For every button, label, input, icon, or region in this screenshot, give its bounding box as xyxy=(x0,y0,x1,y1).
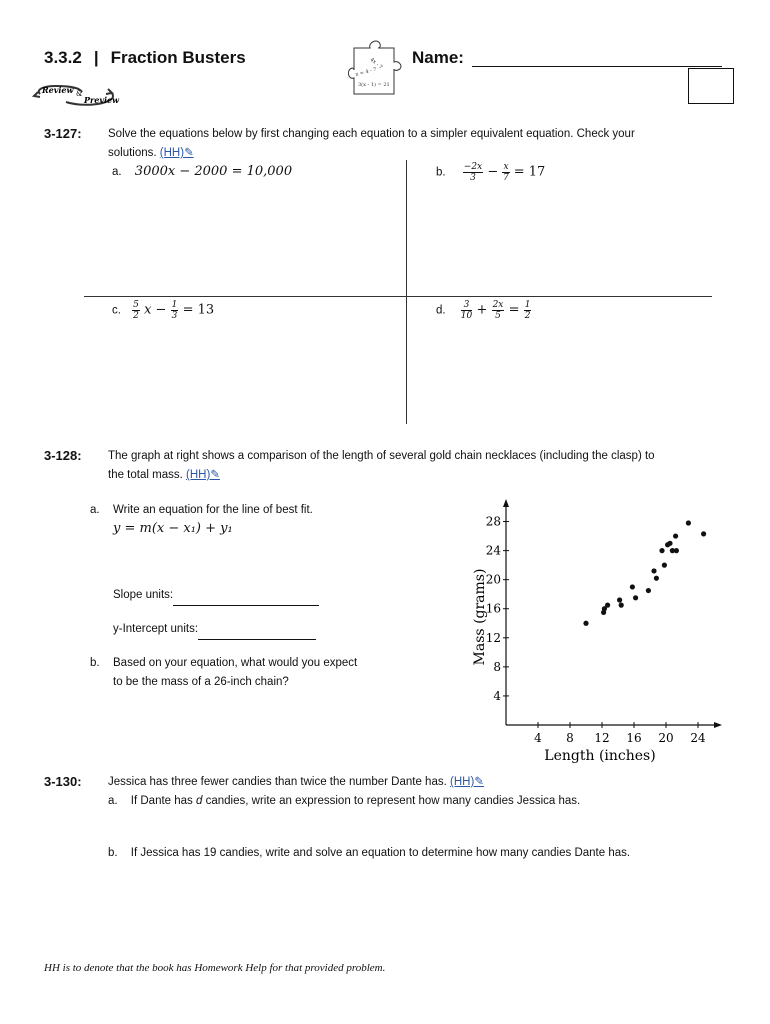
slope-units-label: Slope units: xyxy=(113,589,174,601)
equation-b-op: − xyxy=(487,164,499,180)
name-field[interactable] xyxy=(472,66,722,67)
equation-c-var: x − xyxy=(144,302,167,318)
review-text: Review xyxy=(42,85,74,95)
part-130b-label: b. xyxy=(108,847,118,859)
part-128b-label: b. xyxy=(90,657,100,669)
puzzle-text-2: x = 4 - 7 xyxy=(354,66,378,78)
y-tick-label: 20 xyxy=(485,572,501,587)
equation-c-label: c. xyxy=(112,304,121,317)
equation-c-f1-denominator: 2 xyxy=(133,311,139,321)
equation-d-f1-denominator: 10 xyxy=(460,311,473,321)
hh-link-3-127[interactable]: (HH)✎ xyxy=(159,147,194,159)
hh-link-3-130[interactable]: (HH)✎ xyxy=(450,776,484,788)
equation-b-fraction-2 xyxy=(502,162,509,183)
y-axis-label: Mass (grams) xyxy=(472,568,488,666)
equation-d-f2-denominator: 5 xyxy=(495,311,501,321)
yint-units-label: y-Intercept units: xyxy=(113,623,199,635)
data-point xyxy=(630,584,635,589)
equation-c-rhs: = 13 xyxy=(182,302,215,318)
y-axis-arrow-icon xyxy=(503,499,509,507)
yint-units-blank[interactable] xyxy=(198,620,316,640)
slope-units-blank[interactable] xyxy=(173,586,319,606)
problem-3-130-stem: Jessica has three fewer candies than twice the number Dante has. xyxy=(108,776,447,788)
equation-b-f1-denominator: 3 xyxy=(470,173,476,183)
problem-3-128-text xyxy=(108,447,728,485)
problem-3-128-line2 xyxy=(108,466,728,485)
equation-d-label: d. xyxy=(436,304,446,317)
part-130a-text-post: candies, write an expression to represent how many candies Jessica has. xyxy=(205,795,581,807)
equation-d-fraction-1 xyxy=(461,300,472,321)
data-point xyxy=(662,563,667,568)
yint-units-row xyxy=(113,620,316,640)
equation-d-f2-numerator: 2x xyxy=(492,300,504,310)
data-point xyxy=(701,531,706,536)
y-tick-label: 12 xyxy=(485,630,501,645)
part-130a-text-pre: If Dante has xyxy=(130,795,193,807)
equation-c-f2-numerator: 1 xyxy=(171,300,178,310)
section-number: 3.3.2 xyxy=(44,48,82,67)
problem-3-127-number: 3-127: xyxy=(44,126,82,141)
data-point xyxy=(686,520,691,525)
problem-3-130-text xyxy=(108,773,484,792)
lesson-title: Fraction Busters xyxy=(110,48,246,67)
equation-d-fraction-2 xyxy=(492,300,505,321)
scatter-chart xyxy=(460,495,730,770)
part-128a-label: a. xyxy=(90,504,100,516)
data-point xyxy=(583,621,588,626)
data-point xyxy=(674,548,679,553)
y-tick-label: 4 xyxy=(493,688,501,703)
data-points xyxy=(583,520,706,625)
puzzle-text-3: 4x - 7 xyxy=(368,56,384,71)
equation-b-f2-numerator: x xyxy=(503,162,509,172)
hh-link-3-128[interactable]: (HH)✎ xyxy=(186,469,220,481)
part-128b-line2: to be the mass of a 26-inch chain? xyxy=(113,676,289,688)
chart-axes xyxy=(503,499,722,728)
y-tick-label: 28 xyxy=(485,514,501,529)
data-point xyxy=(667,541,672,546)
equation-b-f2-denominator: 7 xyxy=(503,173,509,183)
data-point xyxy=(633,595,638,600)
equation-d-fraction-3 xyxy=(524,300,532,321)
y-tick-label: 24 xyxy=(485,543,501,558)
equation-b-f1-numerator: −2x xyxy=(463,162,483,172)
part-130a-label: a. xyxy=(108,795,118,807)
data-point xyxy=(646,588,651,593)
equation-b-label: b. xyxy=(436,166,446,179)
data-point xyxy=(617,597,622,602)
equation-c xyxy=(112,300,214,321)
part-130a xyxy=(108,792,580,811)
part-128b-text xyxy=(113,654,357,692)
part-130b-text: If Jessica has 19 candies, write and solve an equation to determine how many candies Dante has. xyxy=(130,847,631,859)
y-tick-label: 8 xyxy=(493,659,501,674)
title-separator: | xyxy=(93,48,99,67)
equation-b-fraction-1 xyxy=(463,162,483,183)
score-box[interactable] xyxy=(688,68,734,104)
equation-b xyxy=(436,162,545,183)
equation-d-op: + xyxy=(476,302,488,318)
data-point xyxy=(619,603,624,608)
problem-3-128-number: 3-128: xyxy=(44,448,82,463)
preview-text: Preview xyxy=(84,95,119,105)
equation-d-f1-numerator: 3 xyxy=(461,300,472,311)
puzzle-piece-icon xyxy=(348,38,410,100)
problem-3-127-line1: Solve the equations below by first changing each equation to a simpler equivalent equation. Check your xyxy=(108,128,635,140)
problem-3-127-line2 xyxy=(108,144,728,163)
x-tick-label: 4 xyxy=(534,731,542,745)
work-grid-horizontal-line xyxy=(84,296,712,297)
footer-note: HH is to denote that the book has Homework Help for that provided problem. xyxy=(44,962,386,974)
problem-3-127-line2-text: solutions. xyxy=(108,147,157,159)
problem-3-128-line2-text: the total mass. xyxy=(108,469,183,481)
point-slope-equation: y = m(x − x₁) + y₁ xyxy=(113,521,233,536)
equation-c-f2-denominator: 3 xyxy=(171,311,178,321)
x-axis-label: Length (inches) xyxy=(544,748,656,764)
x-tick-label: 16 xyxy=(626,731,642,745)
work-grid-vertical-line xyxy=(406,160,407,424)
equation-c-fraction-1 xyxy=(132,300,140,321)
x-tick-label: 12 xyxy=(594,731,610,745)
equation-b-rhs: = 17 xyxy=(513,164,546,180)
review-preview-logo xyxy=(30,80,120,110)
problem-3-130-number: 3-130: xyxy=(44,774,82,789)
part-128b-line1: Based on your equation, what would you expect xyxy=(113,657,358,669)
equation-d-f3-denominator: 2 xyxy=(524,311,531,321)
equation-c-f1-numerator: 5 xyxy=(133,300,139,310)
problem-3-128-line1: The graph at right shows a comparison of the length of several gold chain necklaces (including the clasp) to xyxy=(108,450,655,462)
equation-a-expr: 3000x − 2000 = 10,000 xyxy=(134,164,293,179)
name-label: Name: xyxy=(412,48,464,67)
slope-units-row xyxy=(113,586,319,606)
data-point xyxy=(605,603,610,608)
data-point xyxy=(651,568,656,573)
equation-a xyxy=(112,162,292,182)
part-130a-variable: d xyxy=(196,795,203,807)
equation-d-equals: = xyxy=(508,302,520,318)
page-title xyxy=(44,48,246,68)
x-tick-label: 20 xyxy=(658,731,674,745)
equation-c-fraction-2 xyxy=(171,300,179,321)
x-tick-label: 24 xyxy=(690,731,706,745)
ampersand-text: & xyxy=(76,90,83,98)
x-tick-label: 8 xyxy=(566,731,574,745)
y-tick-label: 16 xyxy=(485,601,501,616)
puzzle-text-1: 3(x - 1) = 21 xyxy=(358,82,390,88)
data-point xyxy=(654,576,659,581)
equation-a-label: a. xyxy=(112,166,122,178)
equation-d-f3-numerator: 1 xyxy=(524,300,531,310)
part-128a-text: Write an equation for the line of best fit. xyxy=(113,504,313,516)
x-axis-arrow-icon xyxy=(714,722,722,728)
data-point xyxy=(673,533,678,538)
data-point xyxy=(659,548,664,553)
part-130b xyxy=(108,844,630,863)
equation-d xyxy=(436,300,532,321)
problem-3-127-text xyxy=(108,125,728,163)
